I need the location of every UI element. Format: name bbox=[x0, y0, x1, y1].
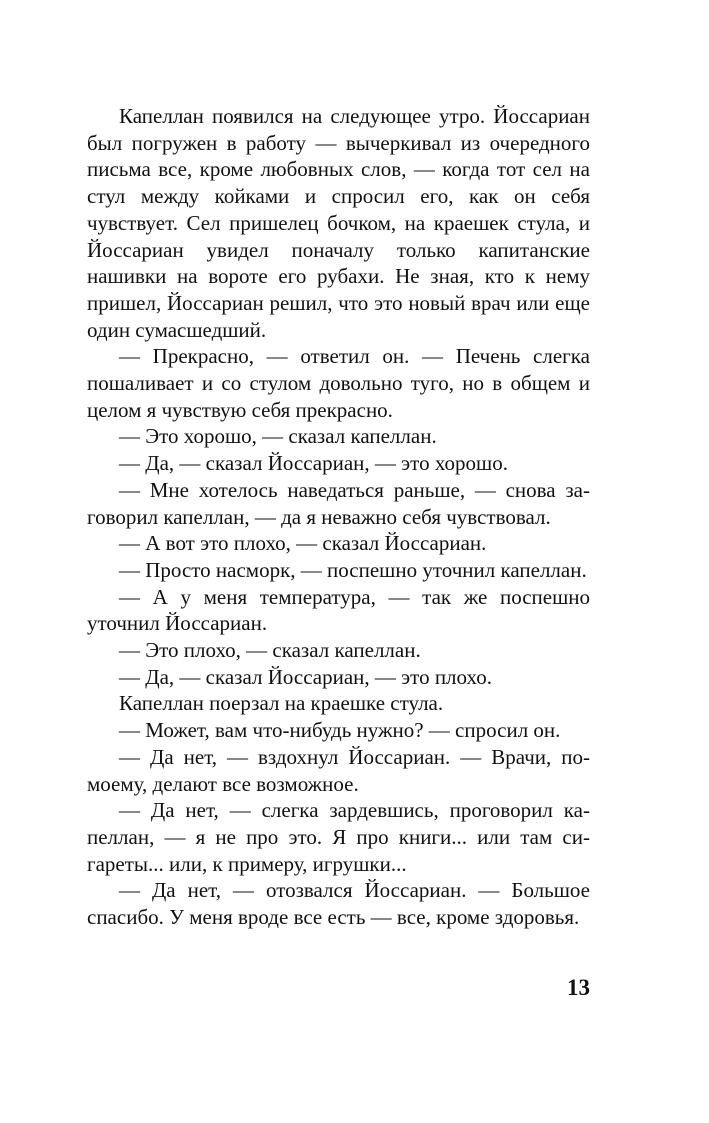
paragraph: — Да, — сказал Йоссариан, — это плохо. bbox=[119, 664, 492, 689]
paragraph: — Мне хотелось наведаться раньше, — снова заговорил капеллан, — да я неважно себя чувствовал. bbox=[87, 477, 590, 529]
paragraph: — Да нет, — слегка зардевшись, проговорил капеллан, — я не про это. Я про книги... или там сигареты... или, к примеру, игрушки... bbox=[87, 798, 590, 876]
paragraph: Капеллан поерзал на краешке стула. bbox=[119, 691, 444, 716]
paragraph: — А вот это плохо, — сказал Йоссариан. bbox=[119, 531, 487, 556]
paragraph: — Прекрасно, — ответил он. — Печень слегка пошаливает и со стулом довольно туго, но в общем и целом я чувствую себя прекрасно. bbox=[87, 344, 590, 422]
paragraph: — Да, — сказал Йоссариан, — это хорошо. bbox=[119, 451, 508, 476]
page-number: 13 bbox=[567, 975, 590, 1000]
paragraph: — Это хорошо, — сказал капеллан. bbox=[119, 424, 437, 449]
paragraph: Капеллан появился на следующее утро. Йоссариан был погружен в работу — вычеркивал из очередного письма все, кроме любовных слов, — когда тот сел на стул между койками и спросил его, как он себя чувствует. Сел пришелец бочком, на краешек стула, и Йоссариан увидел поначалу только капитанские нашивки на вороте его рубахи. Не зная, кто к нему пришел, Йоссариан решил, что это новый врач или еще один сумасшедший. bbox=[87, 104, 590, 342]
paragraph: — Да нет, — вздохнул Йоссариан. — Врачи, помоему, делают все возможное. bbox=[87, 744, 590, 796]
paragraph: — Да нет, — отозвался Йоссариан. — Большое спасибо. У меня вроде все есть — все, кроме здоровья. bbox=[87, 878, 590, 930]
paragraph: — Может, вам что-нибудь нужно? — спросил он. bbox=[119, 718, 561, 743]
paragraph: — Просто насморк, — поспешно уточнил капеллан. bbox=[119, 557, 587, 582]
paragraph: — А у меня температура, — так же поспешно уточнил Йоссариан. bbox=[87, 584, 590, 636]
paragraph: — Это плохо, — сказал капеллан. bbox=[119, 638, 421, 663]
page-body bbox=[87, 103, 590, 931]
